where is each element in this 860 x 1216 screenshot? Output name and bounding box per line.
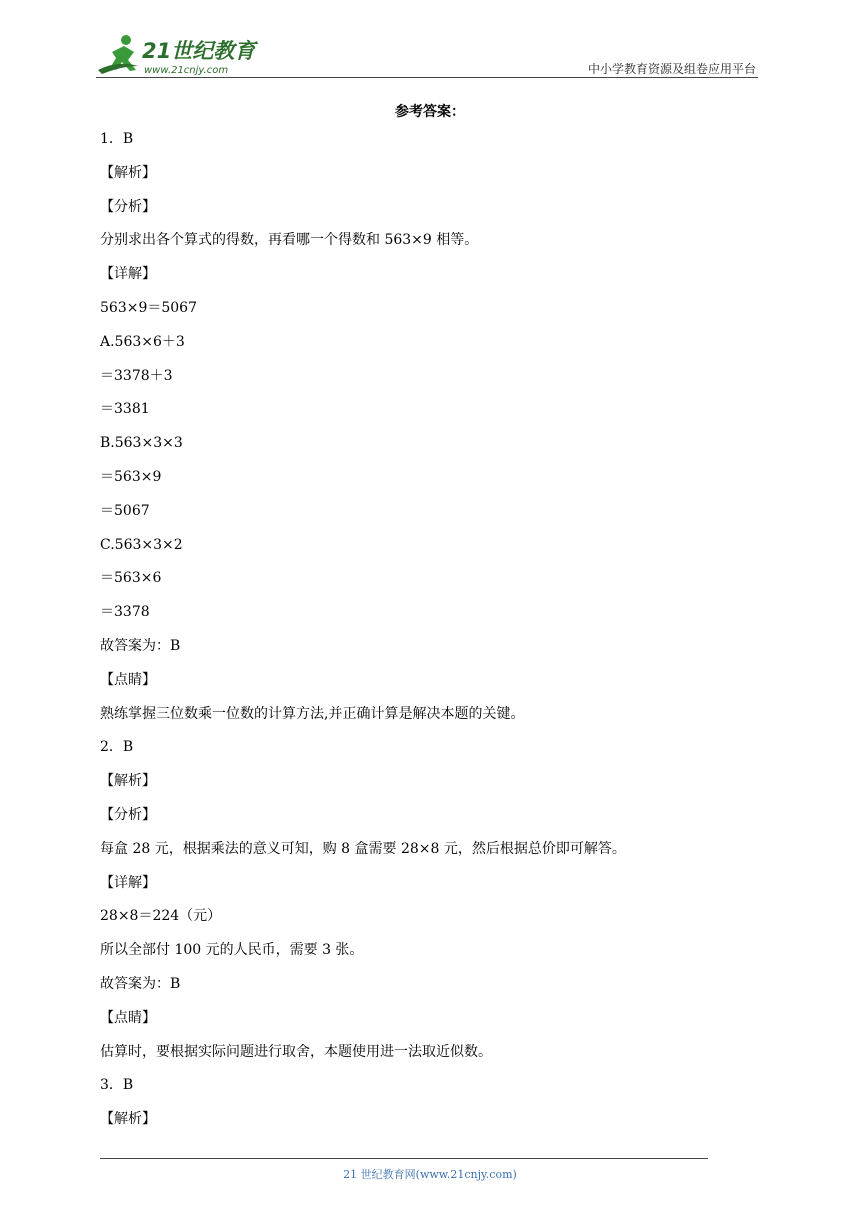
text-line: ＝3378＋3 [100, 367, 173, 384]
text-line: 【点睛】 [100, 671, 156, 688]
answer-title: 参考答案： [395, 104, 465, 120]
text-line: 【详解】 [100, 266, 156, 283]
text-line: 【解析】 [100, 164, 156, 181]
logo-url: www.21cnjy.com [144, 65, 229, 76]
text-line: 【分析】 [100, 806, 156, 823]
text-line: ＝3381 [100, 401, 150, 418]
text-line: 【详解】 [100, 874, 156, 891]
answer-content [100, 127, 760, 1141]
header-divider [96, 77, 758, 78]
logo-text: 21世纪教育 [142, 39, 256, 63]
footer-divider [100, 1158, 708, 1159]
text-line: 3．B [100, 1077, 134, 1094]
text-line: C.563×3×2 [100, 536, 183, 553]
text-line: 1．B [100, 131, 134, 147]
text-line: 故答案为：B [100, 975, 181, 992]
text-line: 分别求出各个算式的得数，再看哪一个得数和 563×9 相等。 [100, 232, 479, 249]
text-line: 【分析】 [100, 198, 156, 215]
text-line: 563×9＝5067 [100, 299, 197, 316]
text-line: ＝563×9 [100, 468, 162, 485]
text-line: A.563×6＋3 [100, 333, 185, 350]
text-line: ＝563×6 [100, 570, 162, 587]
text-line: 每盒 28 元，根据乘法的意义可知，购 8 盒需要 28×8 元，然后根据总价即可解答。 [100, 840, 626, 857]
text-line: 所以全部付 100 元的人民币，需要 3 张。 [100, 942, 364, 959]
text-line: ＝3378 [100, 604, 150, 621]
page-header [0, 0, 860, 80]
text-line: 【解析】 [100, 773, 156, 790]
text-line: 估算时，要根据实际问题进行取舍，本题使用进一法取近似数。 [100, 1043, 492, 1060]
logo [92, 30, 262, 78]
text-line: 故答案为：B [100, 637, 181, 654]
runner-icon [98, 35, 138, 74]
text-line: 28×8＝224（元） [100, 908, 222, 925]
text-line: B.563×3×3 [100, 435, 183, 452]
text-line: 【点睛】 [100, 1009, 156, 1026]
platform-label: 中小学教育资源及组卷应用平台 [587, 62, 756, 76]
text-line: 2．B [100, 739, 134, 756]
text-line: ＝5067 [100, 502, 150, 519]
text-line: 熟练掌握三位数乘一位数的计算方法,并正确计算是解决本题的关键。 [100, 705, 525, 722]
text-line: 【解析】 [100, 1111, 156, 1128]
footer-link[interactable]: 21 世纪教育网(www.21cnjy.com) [343, 1168, 517, 1181]
